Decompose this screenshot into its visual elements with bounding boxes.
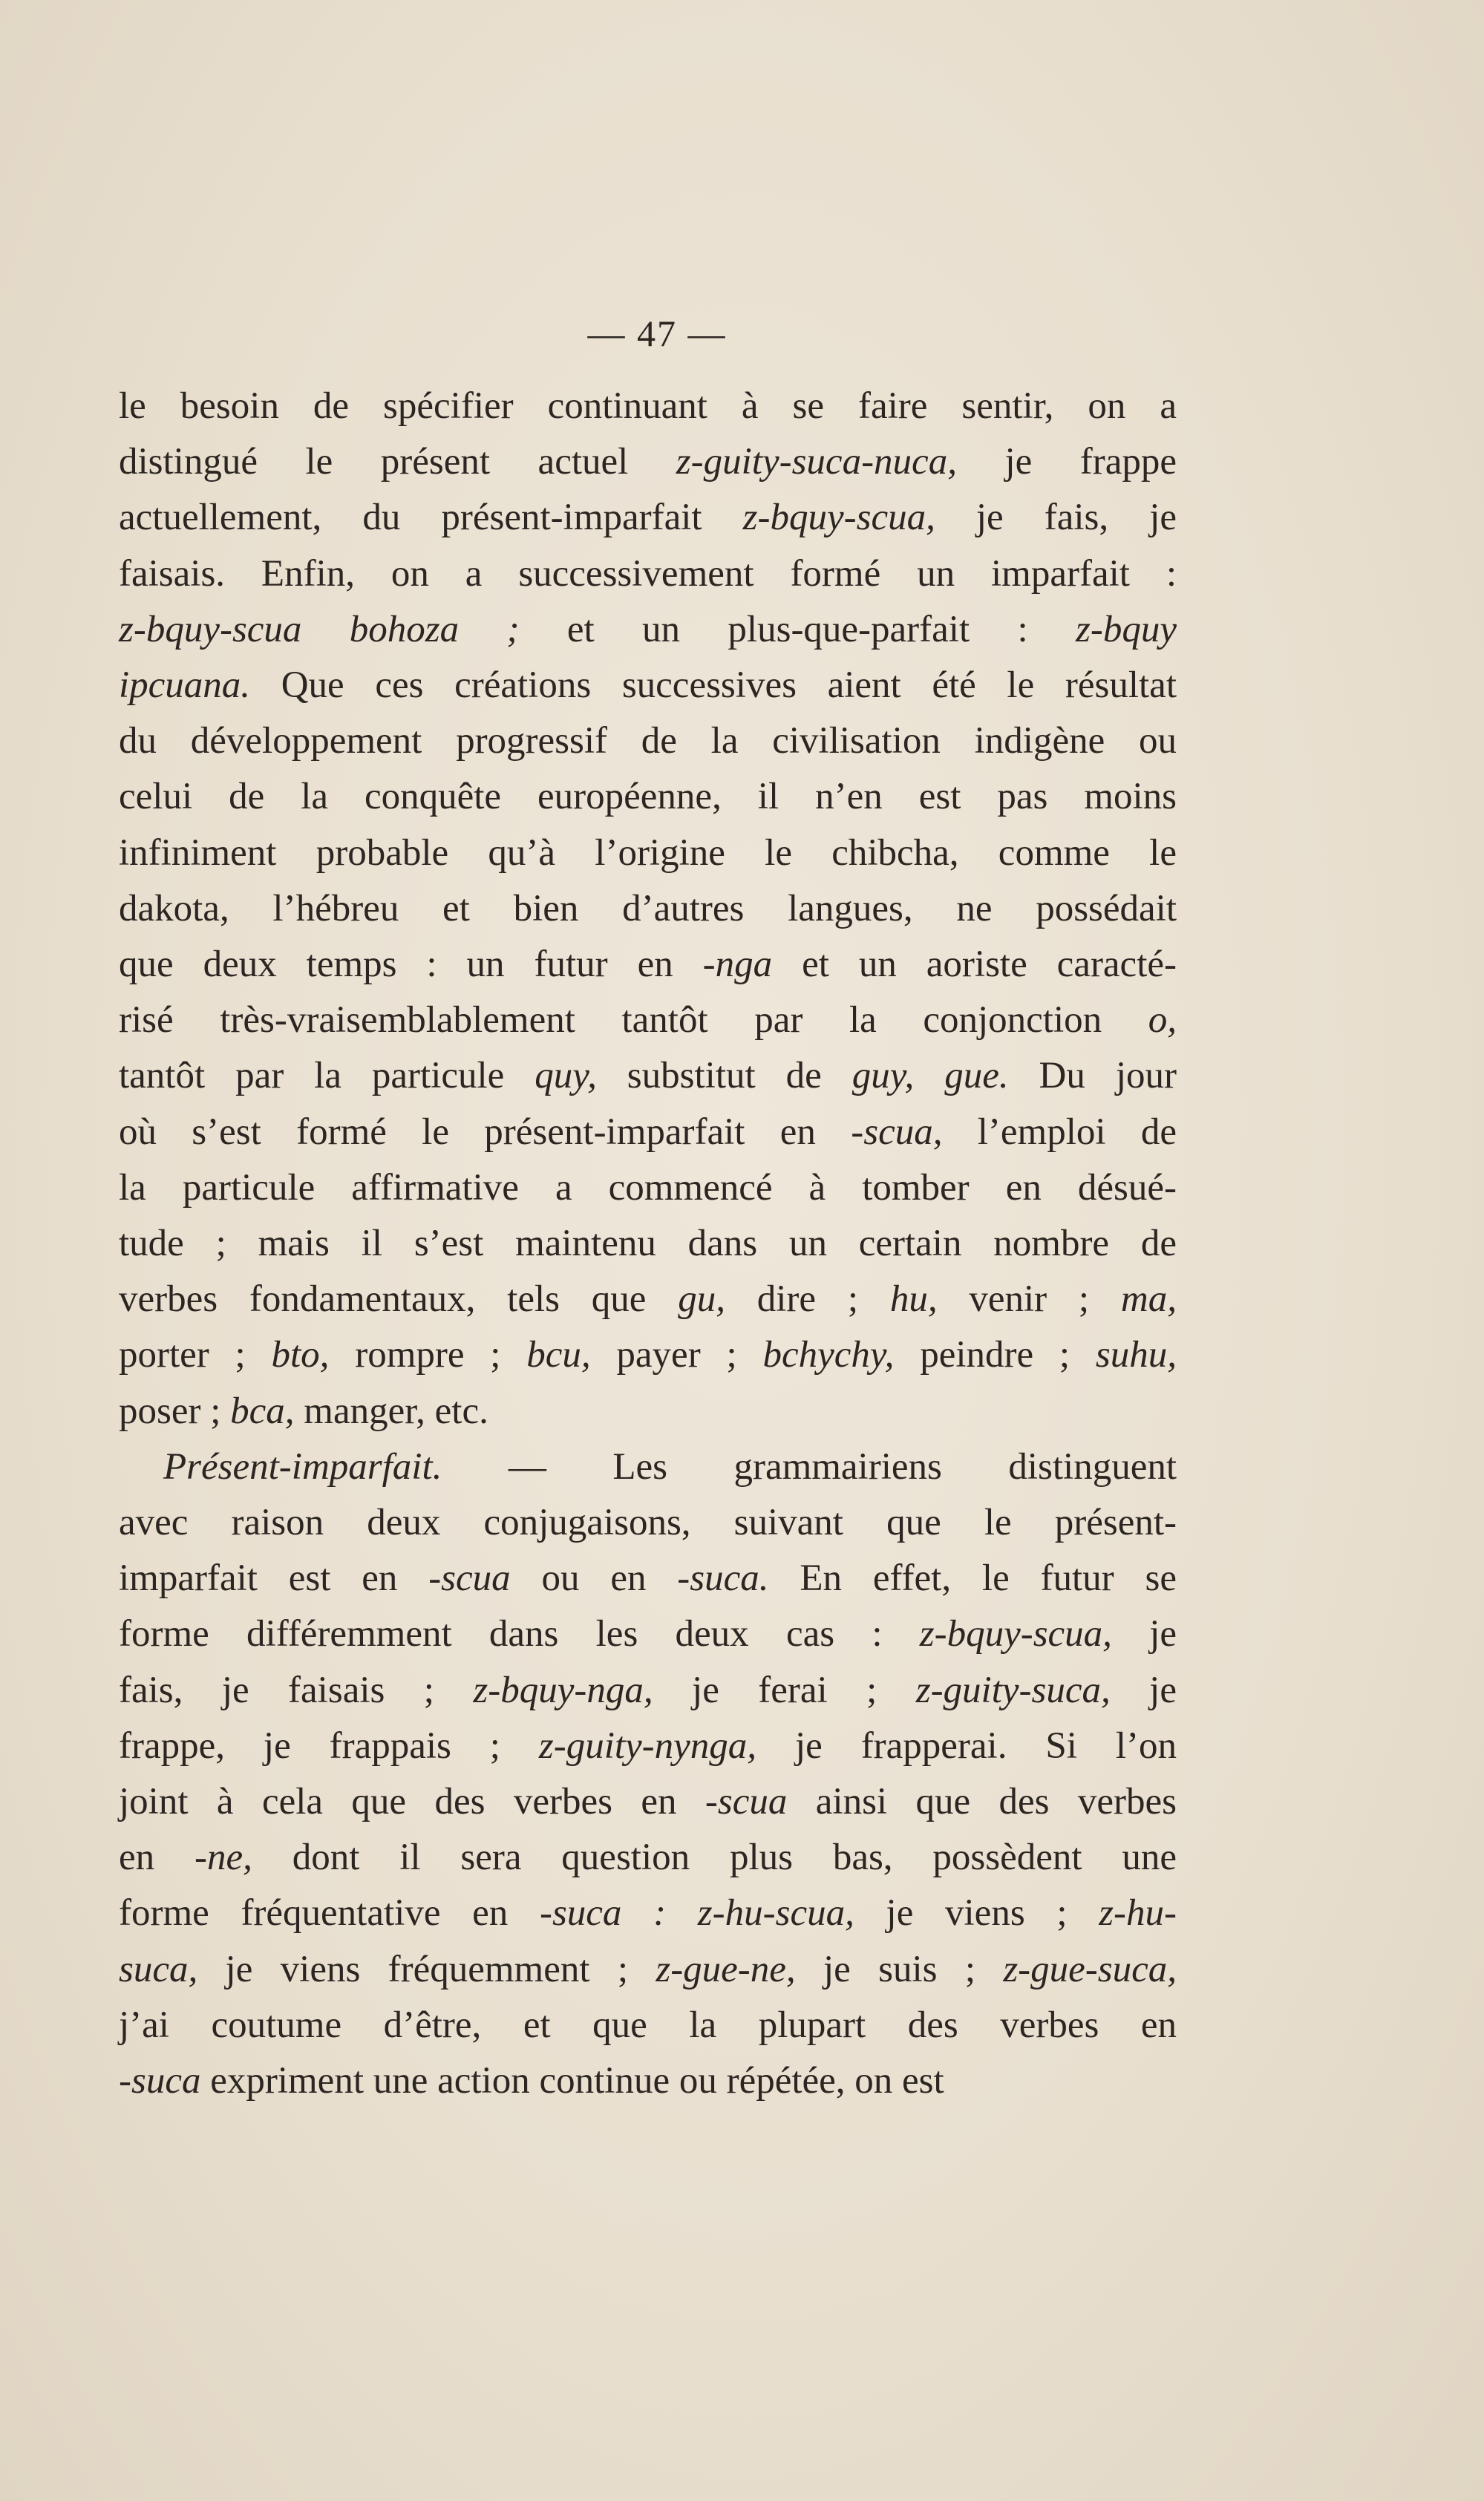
text-line <box>119 1663 1177 1719</box>
italic-term: -suca : <box>539 1892 667 1935</box>
text-line <box>119 1942 1177 1998</box>
text-run: faisais. Enfin, on a successivement formé un imparfait : <box>119 552 1177 595</box>
text-line <box>119 546 1177 602</box>
italic-term: bcu, <box>526 1334 591 1376</box>
text-run: forme fréquentative en <box>119 1892 540 1935</box>
page-number: — 47 — <box>587 313 727 354</box>
text-run: En effet, le futur se <box>768 1557 1177 1600</box>
text-run: je viens fréquemment ; <box>197 1948 656 1990</box>
italic-term: -scua, <box>851 1111 943 1153</box>
text-line <box>119 826 1177 881</box>
text-line <box>119 713 1177 769</box>
text-run: Du jour <box>1008 1055 1177 1097</box>
text-run: que deux temps : un futur en <box>119 944 703 986</box>
italic-term: Présent-imparfait. <box>163 1445 442 1488</box>
italic-term: ipcuana. <box>119 664 251 707</box>
text-run: forme différemment dans les deux cas : <box>119 1613 920 1655</box>
text-run: poser ; <box>119 1390 231 1432</box>
text-run: ainsi que des verbes <box>787 1781 1177 1823</box>
text-line <box>119 379 1177 434</box>
text-line <box>119 1272 1177 1327</box>
text-line <box>119 1327 1177 1383</box>
text-run: j’ai coutume d’être, et que la plupart des verbes en <box>119 2004 1177 2046</box>
text-line <box>119 1830 1177 1886</box>
text-run: Que ces créations successives aient été le résultat <box>250 664 1177 707</box>
text-run: actuellement, du présent-imparfait <box>119 497 743 539</box>
text-line <box>119 1886 1177 1941</box>
text-run: je fais, je <box>935 497 1177 539</box>
italic-term: z-hu- <box>1099 1892 1177 1935</box>
text-line <box>119 602 1177 658</box>
text-line <box>119 769 1177 825</box>
text-run: distingué le présent actuel <box>119 441 676 483</box>
italic-term: suhu, <box>1095 1334 1177 1376</box>
text-run: dakota, l’hébreu et bien d’autres langues, ne possédait <box>119 887 1177 929</box>
text-run: substitut de <box>596 1055 852 1097</box>
italic-term: -scua <box>428 1557 511 1600</box>
italic-term: z-guity-suca, <box>915 1669 1111 1711</box>
text-run: joint à cela que des verbes en <box>119 1781 705 1823</box>
text-run: et un aoriste caracté- <box>772 944 1177 986</box>
text-line <box>119 1439 1177 1495</box>
text-run: risé très-vraisemblablement tantôt par la conjonction <box>119 999 1148 1042</box>
italic-term: z-bquy <box>1076 608 1177 650</box>
text-run: je suis ; <box>795 1948 1004 1990</box>
text-run: je <box>1110 1669 1177 1711</box>
italic-term: z-guity-nynga, <box>538 1724 757 1767</box>
text-line <box>119 2053 1177 2109</box>
italic-term: -scua <box>705 1781 788 1823</box>
text-run: — Les grammairiens distinguent <box>442 1445 1177 1488</box>
text-run: imparfait est en <box>119 1557 429 1600</box>
text-run <box>666 1892 698 1934</box>
text-run: en <box>119 1837 195 1879</box>
text-run: avec raison deux conjugaisons, suivant que le présent- <box>119 1502 1177 1544</box>
text-run: l’emploi de <box>942 1111 1177 1153</box>
text-run: je ferai ; <box>653 1669 916 1711</box>
text-line <box>119 1105 1177 1160</box>
text-line <box>119 1495 1177 1551</box>
italic-term: z-bquy-nga, <box>473 1669 653 1711</box>
text-line <box>119 1998 1177 2053</box>
text-run: du développement progressif de la civilisation indigène ou <box>119 720 1177 762</box>
text-run: je viens ; <box>854 1892 1099 1935</box>
text-run: frappe, je frappais ; <box>119 1724 539 1767</box>
text-line <box>119 490 1177 546</box>
italic-term: z-gue-suca, <box>1003 1948 1177 1990</box>
italic-term: -suca <box>119 2060 201 2102</box>
text-run: porter ; <box>119 1334 272 1376</box>
body-text <box>119 379 1177 2109</box>
italic-term: -suca. <box>677 1557 769 1600</box>
text-run: peindre ; <box>894 1334 1096 1376</box>
text-run: le besoin de spécifier continuant à se faire sentir, on a <box>119 385 1177 427</box>
text-run: je frappe <box>956 441 1177 483</box>
italic-term: bto, <box>271 1334 330 1376</box>
text-run: où s’est formé le présent-imparfait en <box>119 1111 851 1153</box>
text-run: infiniment probable qu’à l’origine le chibcha, comme le <box>119 831 1177 874</box>
italic-term: ma, <box>1120 1278 1177 1321</box>
text-line <box>119 937 1177 993</box>
text-run: expriment une action continue ou répétée, on est <box>200 2060 944 2102</box>
text-line <box>119 658 1177 713</box>
text-run: je <box>1111 1613 1177 1655</box>
text-line <box>119 993 1177 1048</box>
text-run: payer ; <box>590 1334 763 1376</box>
text-run: venir ; <box>937 1278 1121 1321</box>
text-run: et un plus-que-parfait : <box>519 608 1076 650</box>
text-line <box>119 1551 1177 1606</box>
text-run: dire ; <box>725 1278 890 1321</box>
italic-term: suca, <box>119 1948 198 1990</box>
italic-term: z-bquy-scua, <box>742 497 935 539</box>
text-run: celui de la conquête européenne, il n’en est pas moins <box>119 776 1177 818</box>
text-line <box>119 1606 1177 1662</box>
italic-term: quy, <box>535 1055 597 1097</box>
text-run: tantôt par la particule <box>119 1055 535 1097</box>
text-line <box>119 1160 1177 1216</box>
text-run: tude ; mais il s’est maintenu dans un certain nombre de <box>119 1223 1177 1265</box>
text-line <box>119 1774 1177 1830</box>
text-run: je frapperai. Si l’on <box>756 1724 1177 1767</box>
italic-term: bchychy, <box>762 1334 895 1376</box>
text-run: fais, je faisais ; <box>119 1669 474 1711</box>
italic-term: -nga <box>702 944 773 986</box>
text-line <box>119 1384 1177 1439</box>
italic-term: gu, <box>678 1278 725 1321</box>
italic-term: z-bquy-scua bohoza ; <box>119 608 520 650</box>
text-line <box>119 881 1177 937</box>
italic-term: hu, <box>889 1278 938 1321</box>
text-run: ou en <box>510 1557 678 1600</box>
italic-term: guy, gue. <box>851 1055 1009 1097</box>
text-run: verbes fondamentaux, tels que <box>119 1278 679 1321</box>
italic-term: z-gue-ne, <box>656 1948 796 1990</box>
italic-term: -ne, <box>194 1837 252 1879</box>
text-run: manger, etc. <box>294 1390 488 1432</box>
italic-term: bca, <box>230 1390 295 1432</box>
text-run: dont il sera question plus bas, possèdent une <box>252 1837 1177 1879</box>
italic-term: z-hu-scua, <box>697 1892 854 1935</box>
italic-term: z-guity-suca-nuca, <box>676 441 957 483</box>
text-line <box>119 1048 1177 1104</box>
text-run: rompre ; <box>329 1334 527 1376</box>
text-line <box>119 434 1177 490</box>
text-run: la particule affirmative a commencé à tomber en désué- <box>119 1166 1177 1209</box>
italic-term: z-bquy-scua, <box>919 1613 1112 1655</box>
text-line <box>119 1216 1177 1272</box>
text-line <box>119 1719 1177 1774</box>
italic-term: o, <box>1148 999 1177 1042</box>
